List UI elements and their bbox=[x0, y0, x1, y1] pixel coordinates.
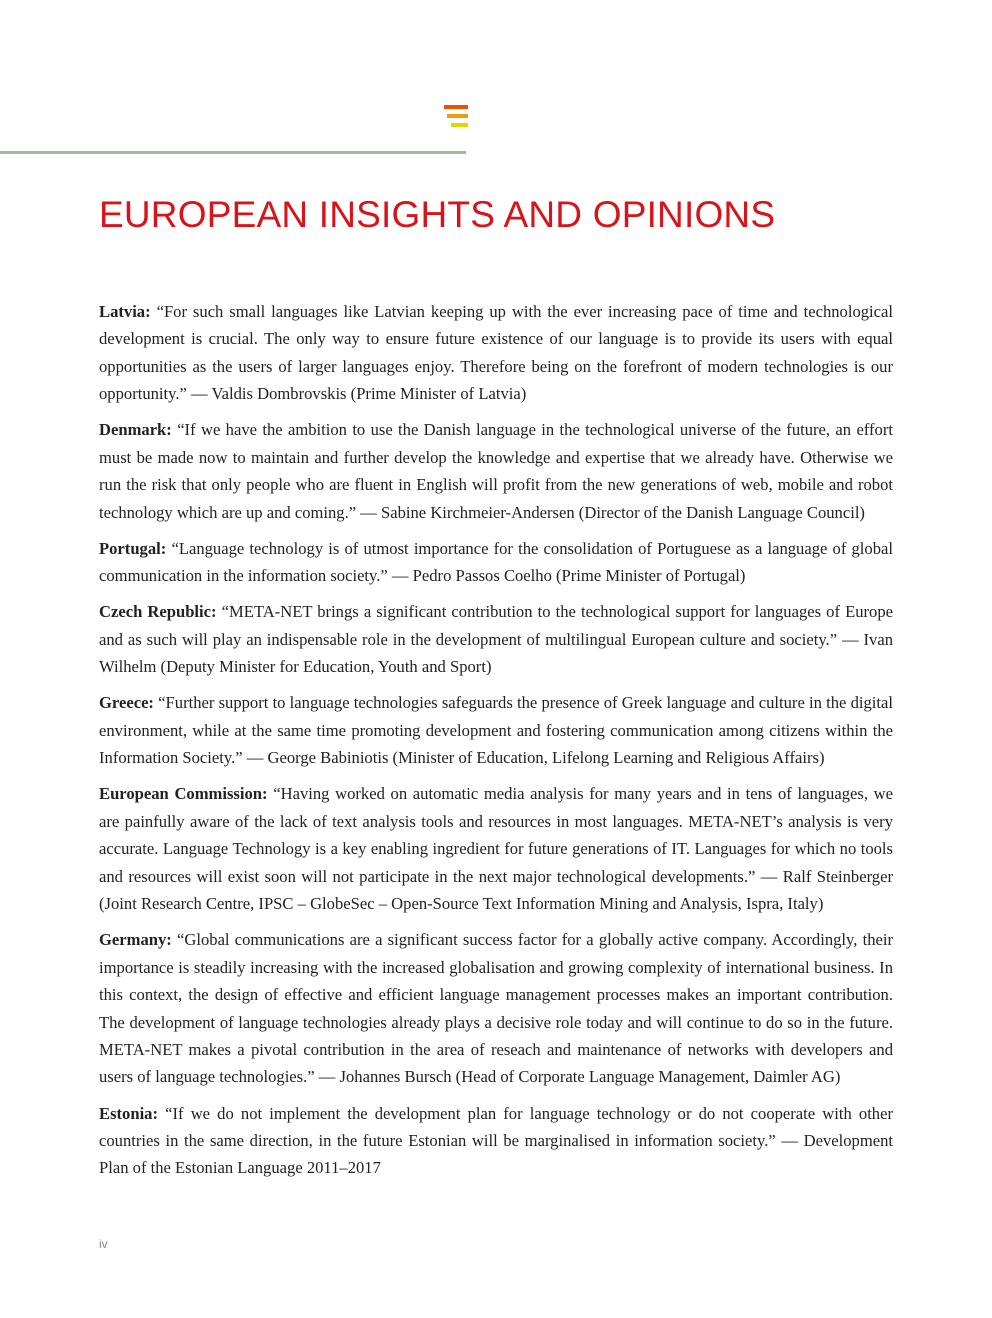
quotes-body bbox=[99, 298, 893, 1191]
quote-label: Czech Republic: bbox=[99, 602, 217, 622]
quote-paragraph bbox=[99, 535, 893, 590]
quote-paragraph bbox=[99, 1100, 893, 1182]
quote-text: “META-NET brings a significant contribution to the technological support for languages of Europe and as such will play an indispensable role in the development of multilingual European culture and society.” — Ivan Wilhelm (Deputy Minister for Education, Youth and Sport) bbox=[99, 602, 893, 677]
header-rule bbox=[0, 151, 466, 154]
quote-text: “If we do not implement the development plan for language technology or do not cooperate with other countries in the same direction, in the future Estonian will be marginalised in information society.” — Development Plan of the Estonian Language 2011–2017 bbox=[99, 1103, 893, 1178]
page-number: iv bbox=[99, 1237, 108, 1251]
quote-paragraph bbox=[99, 780, 893, 917]
quote-paragraph bbox=[99, 298, 893, 408]
quote-text: “Language technology is of utmost importance for the consolidation of Portuguese as a language of global communication in the information society.” — Pedro Passos Coelho (Prime Minister of Portugal) bbox=[99, 538, 893, 586]
quote-text: “If we have the ambition to use the Danish language in the technological universe of the future, an effort must be made now to maintain and further develop the knowledge and expertise that we already have. Otherwise we run the risk that only people who are fluent in English will profit from the new generations of web, mobile and robot technology which are up and coming.” — Sabine Kirchmeier-Andersen (Director of the Danish Language Council) bbox=[99, 420, 893, 522]
quote-label: Germany: bbox=[99, 930, 172, 950]
quote-label: Greece: bbox=[99, 693, 154, 713]
quote-paragraph bbox=[99, 416, 893, 526]
quote-text: “For such small languages like Latvian keeping up with the ever increasing pace of time and technological development is crucial. The only way to ensure future existence of our language is to provide its users with equal opportunities as the users of larger languages enjoy. Therefore being on the forefront of modern technologies is our opportunity.” — Valdis Dombrovskis (Prime Minister of Latvia) bbox=[99, 302, 894, 404]
quote-text: “Further support to language technologies safeguards the presence of Greek language and culture in the digital environment, while at the same time promoting development and fostering communication among citizens within the Information Society.” — George Babiniotis (Minister of Education, Lifelong Learning and Religious Affairs) bbox=[99, 693, 893, 768]
quote-label: Estonia: bbox=[99, 1103, 159, 1123]
quote-text: “Global communications are a significant success factor for a globally active company. Accordingly, their importance is steadily increasing with the increased globalisation and growing complexity of international business. In this context, the design of effective and efficient language management processes makes an important contribution. The development of language technologies already plays a decisive role today and will continue to do so in the future. META-NET makes a pivotal contribution in the area of reseach and maintenance of networks with developers and users of language technologies.” — Johannes Bursch (Head of Corporate Language Management, Daimler AG) bbox=[99, 930, 893, 1087]
page-title: EUROPEAN INSIGHTS AND OPINIONS bbox=[99, 194, 776, 235]
quote-label: European Commission: bbox=[99, 784, 268, 804]
quote-label: Denmark: bbox=[99, 420, 172, 440]
meta-net-logo-icon bbox=[442, 105, 468, 131]
quote-paragraph bbox=[99, 598, 893, 680]
quote-label: Latvia: bbox=[99, 302, 151, 321]
quote-text: “Having worked on automatic media analysis for many years and in tens of languages, we are painfully aware of the lack of text analysis tools and resources in most languages. META-NET’s analysis is very accurate. Language Technology is a key enabling ingredient for future generations of IT. Languages for which no tools and resources will exist soon will not participate in the next major technological developments.” — Ralf Steinberger (Joint Research Centre, IPSC – GlobeSec – Open-Source Text Information Mining and Analysis, Ispra, Italy) bbox=[99, 784, 893, 914]
quote-paragraph bbox=[99, 926, 893, 1090]
quote-label: Portugal: bbox=[99, 538, 167, 558]
quote-paragraph bbox=[99, 689, 893, 771]
